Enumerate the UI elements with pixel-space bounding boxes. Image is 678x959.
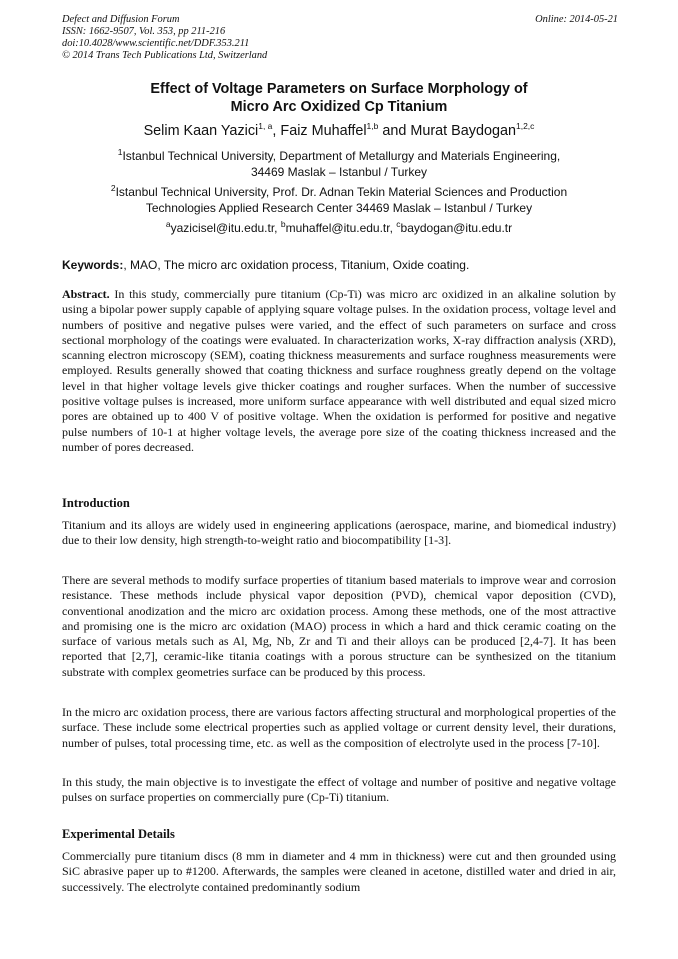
email-a: yazicisel@itu.edu.tr, <box>170 221 281 235</box>
email-b: muhaffel@itu.edu.tr, <box>285 221 397 235</box>
aff1-sup: 1 <box>117 147 123 157</box>
title-line-1: Effect of Voltage Parameters on Surface Morphology of <box>150 81 528 97</box>
abstract <box>62 287 616 455</box>
author-emails <box>40 221 638 236</box>
aff1-line1: Istanbul Technical University, Department of Metallurgy and Materials Engineering, <box>122 149 561 163</box>
author-2: , Faiz Muhaffel <box>272 123 367 139</box>
paper-title <box>40 80 638 116</box>
experimental-paragraph-1: Commercially pure titanium discs (8 mm in diameter and 4 mm in thickness) were cut and then grounded using SiC abrasive paper up to #1200. Afterwards, the samples were cleaned in acetone, distilled water and dried in air, successively. The electrolyte contained predominantly sodium <box>62 849 616 894</box>
aff2-line2: Technologies Applied Research Center 34469 Maslak – Istanbul / Turkey <box>145 200 533 215</box>
affiliation-1 <box>40 149 638 180</box>
intro-paragraph-1: Titanium and its alloys are widely used in engineering applications (aerospace, marine, and biomedical industry) due to their low density, high strength-to-weight ratio and biocompatibility [1-3]. <box>62 518 616 548</box>
intro-paragraph-2: There are several methods to modify surface properties of titanium based materials to improve wear and corrosion resistance. These methods include physical vapor deposition (PVD), chemical vapor deposition (CVD), conventional anodization and the micro arc oxidation process. Among these methods, one of the most attractive and promising one is the micro arc oxidation (MAO) process in which a hard and thick ceramic coating on the surface of various metals such as Al, Mg, Nb, Zr and Ti and their alloys can be produced [2,4-7]. It has been reported that [2,7], ceramic-like titania coatings with a porous structure can be synthesized on the titanium substrate with complex geometries surface can be produced by this process. <box>62 573 616 679</box>
email-c: baydogan@itu.edu.tr <box>400 221 513 235</box>
affiliation-2 <box>40 185 638 216</box>
keywords-label: Keywords: <box>62 258 124 272</box>
abstract-label: Abstract. <box>62 287 110 301</box>
author-1: Selim Kaan Yazici <box>143 123 259 139</box>
email-c-sup: c <box>396 219 401 229</box>
intro-paragraph-4: In this study, the main objective is to investigate the effect of voltage and number of positive and negative voltage pulses on surface properties on commercially pure (Cp-Ti) titanium. <box>62 775 616 805</box>
introduction-heading: Introduction <box>62 496 130 510</box>
journal-header <box>62 14 618 62</box>
issn-line: ISSN: 1662-9507, Vol. 353, pp 211-216 <box>62 26 226 37</box>
author-1-sup: 1, a <box>258 121 273 132</box>
doi-line: doi:10.4028/www.scientific.net/DDF.353.211 <box>62 38 250 49</box>
aff2-line1: Istanbul Technical University, Prof. Dr. Adnan Tekin Material Sciences and Production <box>115 185 568 199</box>
abstract-text: In this study, commercially pure titanium (Cp-Ti) was micro arc oxidized in an alkaline solution by using a bipolar power supply capable of applying square voltage pulses. In the oxidation process, voltage level and numbers of positive and negative pulses were varied, and the effect of such parameters on surface and cross sectional morphology of the coatings were evaluated. In characterization works, X-ray diffraction analysis (XRD), scanning electron microscopy (SEM), coating thickness measurements and surface roughness measurements were employed. Results generally showed that coating thickness and surface roughness greatly depend on the voltage level in that higher voltage levels give thicker coatings and rougher surfaces. When the number of successive positive voltage pulses is increased, more uniform surface appearance with well distributed and equal sized micro pores are obtained up to 400 V of positive voltage. When the oxidation is performed for positive and negative pulse numbers of 10-1 at higher voltage levels, the average pore size of the coating thickness increased and the number of pores decreased. <box>62 287 617 454</box>
online-date: Online: 2014-05-21 <box>535 14 618 25</box>
keywords-text: , MAO, The micro arc oxidation process, Titanium, Oxide coating. <box>123 258 470 272</box>
email-a-sup: a <box>165 219 171 229</box>
aff1-line2: 34469 Maslak – Istanbul / Turkey <box>250 164 428 179</box>
experimental-heading: Experimental Details <box>62 827 175 841</box>
author-3: and Murat Baydogan <box>378 123 516 139</box>
copyright-line: © 2014 Trans Tech Publications Ltd, Switzerland <box>62 50 268 61</box>
keywords <box>62 258 618 273</box>
journal-name: Defect and Diffusion Forum <box>62 14 180 25</box>
author-3-sup: 1,2,c <box>515 121 535 132</box>
intro-paragraph-3: In the micro arc oxidation process, there are various factors affecting structural and morphological properties of the surface. These include some electrical properties such as applied voltage or current density level, their durations, number of pulses, total processing time, etc. as well as the composition of electrolyte used in the process [7-10]. <box>62 705 616 750</box>
author-list <box>40 122 638 140</box>
aff2-sup: 2 <box>110 183 116 193</box>
author-2-sup: 1,b <box>366 121 379 132</box>
title-line-2: Micro Arc Oxidized Cp Titanium <box>230 99 448 115</box>
email-b-sup: b <box>280 219 286 229</box>
